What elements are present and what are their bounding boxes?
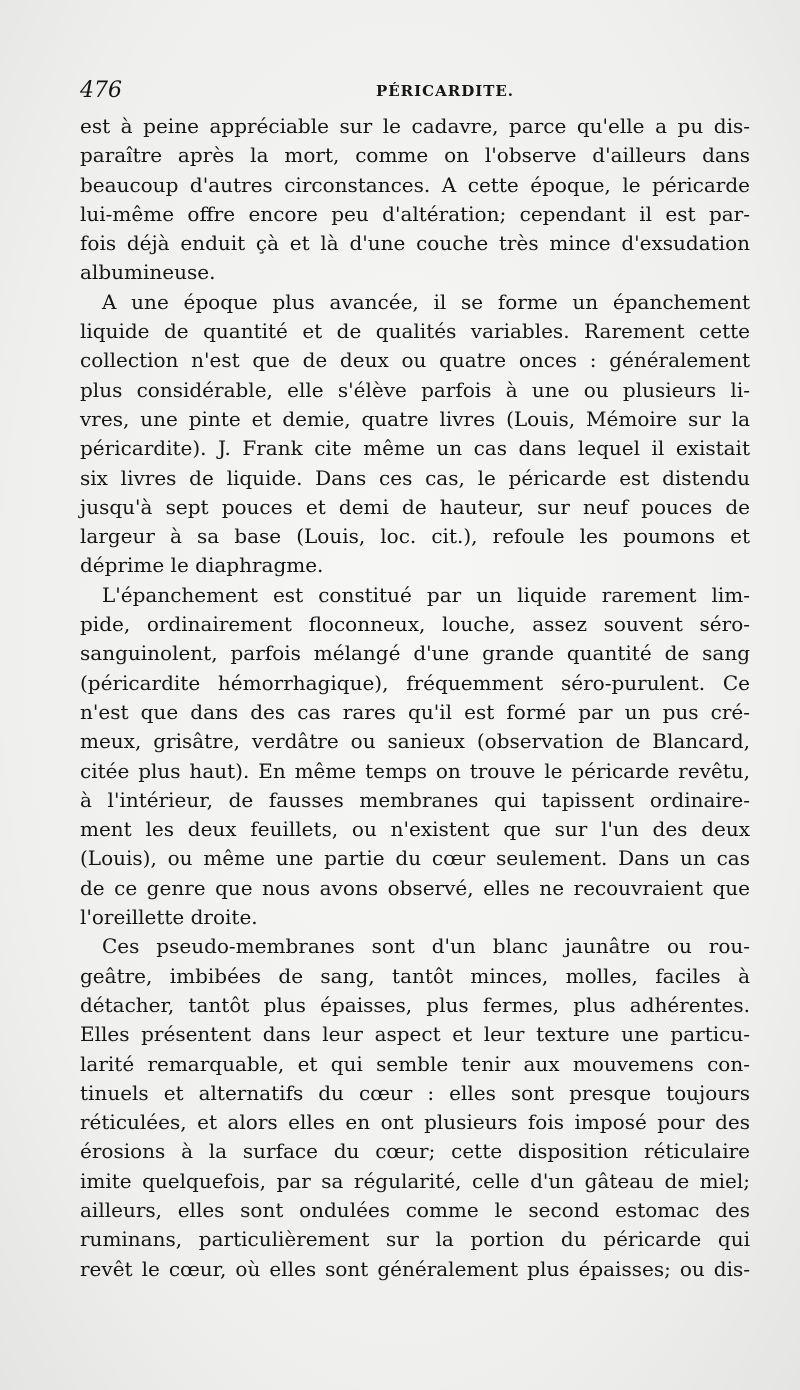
text-line: Ces pseudo-membranes sont d'un blanc jaunâtre ou rou- <box>102 934 750 959</box>
text-line: geâtre, imbibées de sang, tantôt minces, molles, faciles à <box>80 963 750 988</box>
text-line: l'oreillette droite. <box>80 905 258 930</box>
text-line: péricardite). J. Frank cite même un cas dans lequel il existait <box>80 436 750 461</box>
text-line: meux, grisâtre, verdâtre ou sanieux (observation de Blancard, <box>80 729 750 754</box>
text-line: liquide de quantité et de qualités variables. Rarement cette <box>80 319 750 344</box>
text-line: jusqu'à sept pouces et demi de hauteur, sur neuf pouces de <box>80 494 750 519</box>
page-header <box>80 78 750 108</box>
text-line: imite quelquefois, par sa régularité, celle d'un gâteau de miel; <box>80 1168 750 1193</box>
text-line: beaucoup d'autres circonstances. A cette époque, le péricarde <box>80 172 750 197</box>
text-line: albumineuse. <box>80 260 216 285</box>
text-line: de ce genre que nous avons observé, elles ne recouvraient que <box>80 875 750 900</box>
text-line: est à peine appréciable sur le cadavre, parce qu'elle a pu dis- <box>80 114 750 138</box>
text-line: détacher, tantôt plus épaisses, plus fermes, plus adhérentes. <box>80 992 750 1017</box>
text-line: tinuels et alternatifs du cœur : elles sont presque toujours <box>80 1080 750 1105</box>
text-line: déprime le diaphragme. <box>80 553 324 578</box>
text-line: plus considérable, elle s'élève parfois à une ou plusieurs li- <box>80 377 750 402</box>
text-line: Elles présentent dans leur aspect et leur texture une particu- <box>80 1022 750 1047</box>
page-number: 476 <box>80 78 122 103</box>
text-line: A une époque plus avancée, il se forme un épanchement <box>102 289 750 314</box>
text-line: lui-même offre encore peu d'altération; cependant il est par- <box>80 201 750 226</box>
text-line: réticulées, et alors elles en ont plusieurs fois imposé pour des <box>80 1110 750 1135</box>
text-line: (Louis), ou même une partie du cœur seulement. Dans un cas <box>80 846 750 871</box>
text-line: ruminans, particulièrement sur la portion du péricarde qui <box>80 1227 750 1252</box>
body-text <box>80 112 750 1284</box>
text-line: vres, une pinte et demie, quatre livres (Louis, Mémoire sur la <box>80 406 750 431</box>
text-line: larité remarquable, et qui semble tenir aux mouvemens con- <box>80 1051 750 1076</box>
text-line: à l'intérieur, de fausses membranes qui tapissent ordinaire- <box>80 787 750 812</box>
text-line: largeur à sa base (Louis, loc. cit.), refoule les poumons et <box>80 524 750 549</box>
text-line: sanguinolent, parfois mélangé d'une grande quantité de sang <box>80 641 750 666</box>
text-line: fois déjà enduit çà et là d'une couche très mince d'exsudation <box>80 231 750 256</box>
text-line: collection n'est que de deux ou quatre onces : généralement <box>80 348 750 373</box>
text-line: (péricardite hémorrhagique), fréquemment séro-purulent. Ce <box>80 670 750 695</box>
text-line: paraître après la mort, comme on l'observe d'ailleurs dans <box>80 143 750 168</box>
text-line: ment les deux feuillets, ou n'existent que sur l'un des deux <box>80 817 750 842</box>
text-line: revêt le cœur, où elles sont généralement plus épaisses; ou dis- <box>80 1256 750 1281</box>
text-line: n'est que dans des cas rares qu'il est formé par un pus cré- <box>80 699 750 724</box>
text-line: ailleurs, elles sont ondulées comme le second estomac des <box>80 1197 750 1222</box>
text-line: six livres de liquide. Dans ces cas, le péricarde est distendu <box>80 465 750 490</box>
text-line: citée plus haut). En même temps on trouve le péricarde revêtu, <box>80 758 750 783</box>
text-line: pide, ordinairement floconneux, louche, assez souvent séro- <box>80 612 750 637</box>
text-line: érosions à la surface du cœur; cette disposition réticulaire <box>80 1139 750 1164</box>
running-head: PÉRICARDITE. <box>375 82 515 100</box>
text-line: L'épanchement est constitué par un liquide rarement lim- <box>102 582 750 607</box>
